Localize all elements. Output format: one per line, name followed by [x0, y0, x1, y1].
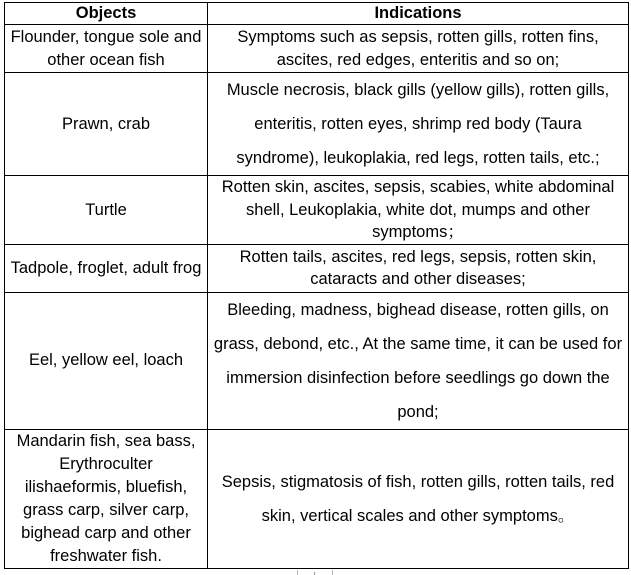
indications-table [4, 2, 629, 569]
header-indications: Indications [208, 3, 629, 25]
object-cell: Tadpole, froglet, adult frog [5, 244, 208, 292]
header-objects: Objects [5, 3, 208, 25]
object-cell: Flounder, tongue sole and other ocean fish [5, 25, 208, 73]
object-cell: Prawn, crab [5, 73, 208, 176]
indication-cell: Sepsis, stigmatosis of fish, rotten gills, rotten tails, red skin, vertical scales and other symptoms。 [208, 429, 629, 568]
indication-cell: Symptoms such as sepsis, rotten gills, rotten fins, ascites, red edges, enteritis and so on; [208, 25, 629, 73]
indication-cell: Bleeding, madness, bighead disease, rotten gills, on grass, debond, etc., At the same time, it can be used for immersion disinfection before seedlings go down the pond; [208, 292, 629, 429]
object-cell: Turtle [5, 176, 208, 245]
indication-cell: Rotten skin, ascites, sepsis, scabies, white abdominal shell, Leukoplakia, white dot, mumps and other symptoms； [208, 176, 629, 245]
table-row [5, 176, 629, 245]
indication-cell: Rotten tails, ascites, red legs, sepsis, rotten skin, cataracts and other diseases; [208, 244, 629, 292]
table-row [5, 244, 629, 292]
indication-cell: Muscle necrosis, black gills (yellow gills), rotten gills, enteritis, rotten eyes, shrimp red body (Taura syndrome), leukoplakia, red legs, rotten tails, etc.; [208, 73, 629, 176]
table-row [5, 429, 629, 568]
object-cell: Eel, yellow eel, loach [5, 292, 208, 429]
table-row [5, 292, 629, 429]
table-row [5, 73, 629, 176]
table-row [5, 25, 629, 73]
column-resize-handle[interactable] [297, 570, 333, 575]
table-header-row [5, 3, 629, 25]
object-cell: Mandarin fish, sea bass, Erythroculter ilishaeformis, bluefish, grass carp, silver carp, bighead carp and other freshwater fish. [5, 429, 208, 568]
